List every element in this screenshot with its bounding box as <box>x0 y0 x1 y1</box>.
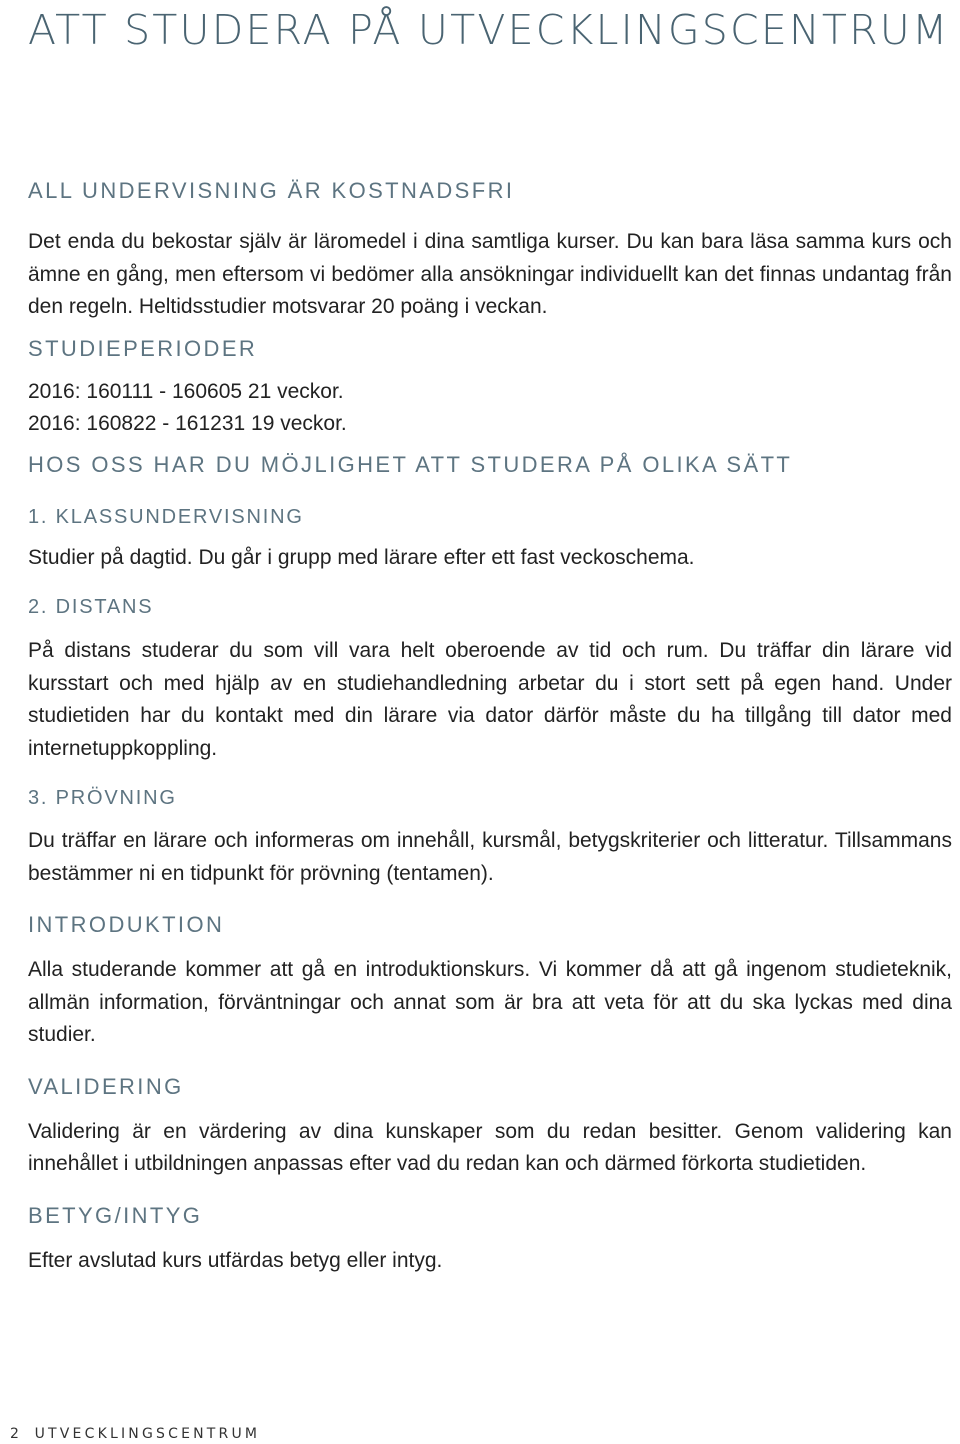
paragraph-klassundervisning: Studier på dagtid. Du går i grupp med lärare efter ett fast veckoschema. <box>28 545 695 569</box>
heading-klassundervisning: 1. KLASSUNDERVISNING <box>28 505 304 528</box>
paragraph-provning: Du träffar en lärare och informeras om innehåll, kursmål, betygskriterier och litteratur. Tillsammans bestämmer ni en tidpunkt för prövning (tentamen). <box>28 829 952 885</box>
paragraph-betyg: Efter avslutad kurs utfärdas betyg eller intyg. <box>28 1248 443 1272</box>
paragraph-kostnadsfri: Det enda du bekostar själv är läromedel i dina samtliga kurser. Du kan bara läsa samma kurs och ämne en gång, men eftersom vi bedömer alla ansökningar individuellt kan det finnas undantag från den regeln. Heltidsstudier motsvarar 20 poäng i veckan. <box>28 230 952 318</box>
footer-label: UTVECKLINGSCENTRUM <box>34 1426 261 1442</box>
page-number: 2 <box>10 1426 19 1442</box>
period-list <box>28 376 952 440</box>
period-item: 2016: 160111 - 160605 21 veckor. <box>28 379 344 403</box>
page-footer <box>10 1424 260 1444</box>
paragraph-distans: På distans studerar du som vill vara helt oberoende av tid och rum. Du träffar din lärare vid kursstart och med hjälp av en studiehandledning arbetar du i stort sett på egen hand. Under studietiden har du kontakt med din lärare via dator därför måste du ha tillgång till dator med internetuppkoppling. <box>28 639 952 760</box>
heading-distans: 2. DISTANS <box>28 596 154 618</box>
document-body <box>28 176 952 1277</box>
period-item: 2016: 160822 - 161231 19 veckor. <box>28 411 347 435</box>
heading-kostnadsfri: ALL UNDERVISNING ÄR KOSTNADSFRI <box>28 178 515 203</box>
heading-provning: 3. PRÖVNING <box>28 787 177 809</box>
paragraph-validering: Validering är en värdering av dina kunskaper som du redan besitter. Genom validering kan innehållet i utbildningen anpassas efter vad du redan kan och därmed förkorta studietiden. <box>28 1119 952 1175</box>
heading-betyg: BETYG/INTYG <box>28 1202 203 1228</box>
heading-introduktion: INTRODUKTION <box>28 912 225 937</box>
paragraph-introduktion: Alla studerande kommer att gå en introduktionskurs. Vi kommer då att gå ingenom studieteknik, allmän information, förväntningar och annat som är bra att veta för att du ska lyckas med dina studier. <box>28 958 952 1046</box>
heading-studieperioder: STUDIEPERIODER <box>28 335 258 361</box>
heading-olika-satt: HOS OSS HAR DU MÖJLIGHET ATT STUDERA PÅ OLIKA SÄTT <box>28 451 793 477</box>
page-title: ATT STUDERA PÅ UTVECKLINGSCENTRUM <box>28 6 950 54</box>
heading-validering: VALIDERING <box>28 1073 184 1099</box>
